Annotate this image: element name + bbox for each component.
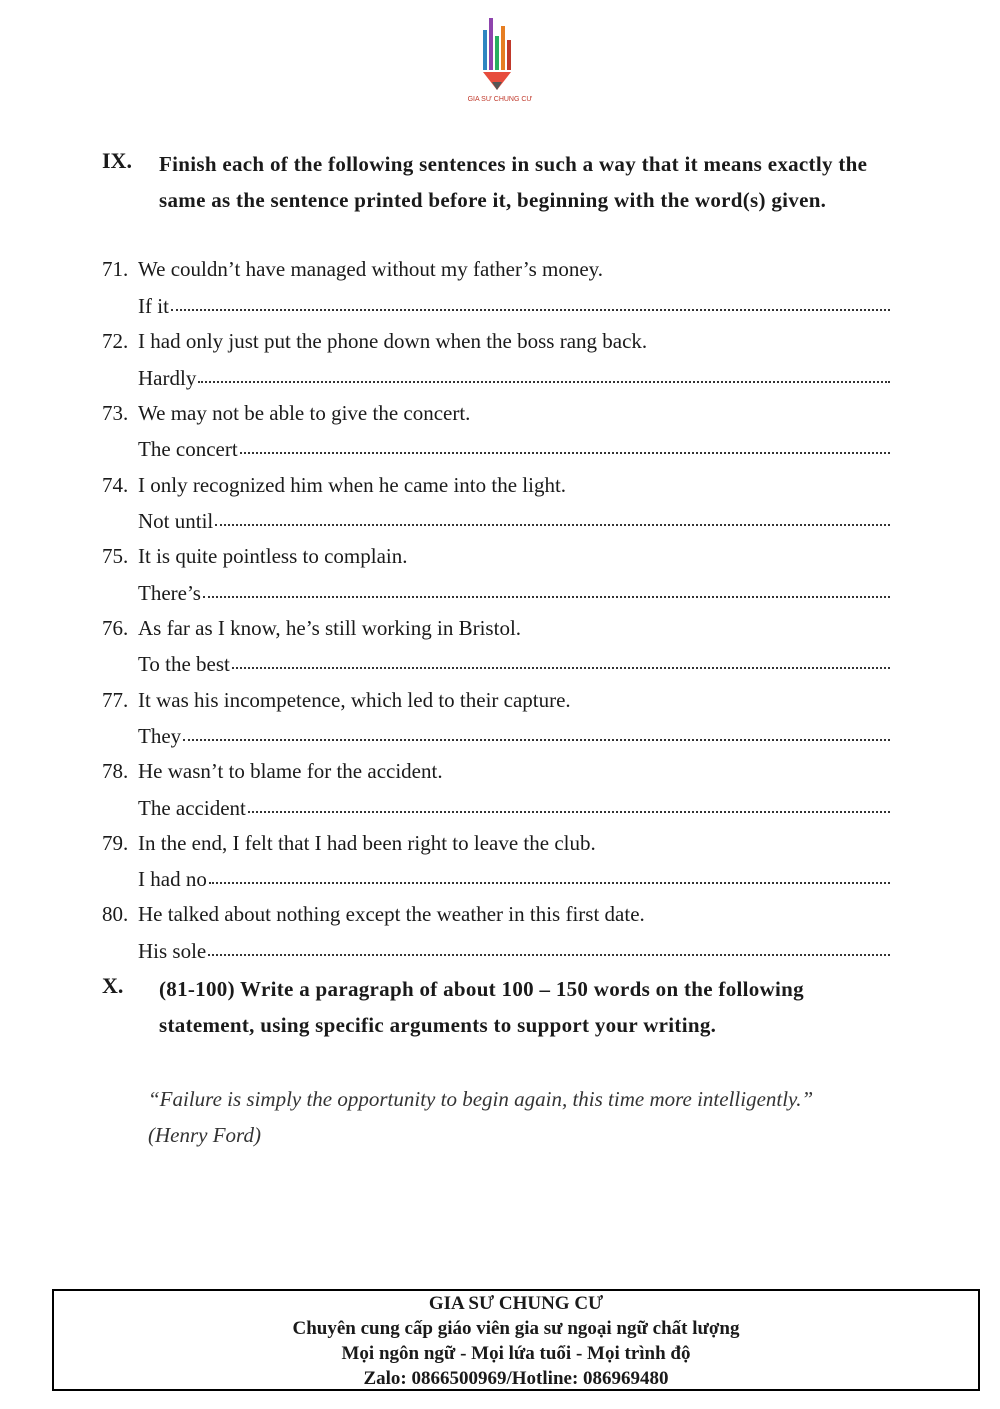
question-sentence [102, 544, 407, 569]
dotted-line [208, 952, 890, 956]
question-number: 76. [102, 616, 129, 640]
footer-tagline: Chuyên cung cấp giáo viên gia sư ngoại ngữ chất lượng [292, 1318, 740, 1339]
question-text: In the end, I felt that I had been right to leave the club. [138, 831, 596, 855]
answer-line[interactable] [138, 867, 890, 892]
logo-text: GIA SƯ CHUNG CƯ [467, 96, 533, 103]
question-sentence [102, 759, 443, 784]
question-text: He talked about nothing except the weather in this first date. [138, 902, 645, 926]
section-instruction: (81-100) Write a paragraph of about 100 – 150 words on the following statement, using specific arguments to support your writing. [159, 977, 804, 1037]
section-x [102, 971, 892, 1043]
answer-line[interactable] [138, 652, 890, 677]
question-sentence [102, 902, 645, 927]
question-text: I only recognized him when he came into the light. [138, 473, 567, 497]
dotted-line [198, 379, 890, 383]
question-number: 71. [102, 257, 129, 281]
answer-start: The concert [138, 437, 238, 461]
question-text: It is quite pointless to complain. [138, 544, 408, 568]
question-sentence [102, 688, 571, 713]
answer-start: The accident [138, 796, 246, 820]
question-number: 75. [102, 544, 129, 568]
footer-title: GIA SƯ CHUNG CƯ [428, 1293, 604, 1314]
section-instruction: Finish each of the following sentences in such a way that it means exactly the same as the sentence printed before it, beginning with the word(s) given. [159, 152, 868, 212]
answer-line[interactable] [138, 509, 890, 534]
question-sentence [102, 831, 596, 856]
section-number: X. [102, 973, 124, 998]
dotted-line [240, 450, 890, 454]
question-sentence [102, 616, 521, 641]
question-text: We couldn’t have managed without my father’s money. [138, 257, 604, 281]
question-sentence [102, 401, 470, 426]
answer-line[interactable] [138, 366, 890, 391]
answer-line[interactable] [138, 581, 890, 606]
question-text: He wasn’t to blame for the accident. [138, 759, 443, 783]
question-text: I had only just put the phone down when the boss rang back. [138, 329, 648, 353]
question-number: 80. [102, 902, 129, 926]
footer-contact: Zalo: 0866500969/Hotline: 086969480 [363, 1368, 669, 1389]
answer-line[interactable] [138, 724, 890, 749]
dotted-line [248, 809, 890, 813]
quote-text: “Failure is simply the opportunity to begin again, this time more intelligently.” (Henry Ford) [148, 1087, 814, 1147]
answer-start: Hardly [138, 366, 197, 390]
dotted-line [209, 880, 890, 884]
logo [445, 10, 555, 120]
dotted-line [232, 665, 890, 669]
question-number: 79. [102, 831, 129, 855]
answer-line[interactable] [138, 939, 890, 964]
question-text: We may not be able to give the concert. [138, 401, 471, 425]
dotted-line [183, 737, 890, 741]
footer-box [52, 1289, 980, 1391]
question-number: 74. [102, 473, 129, 497]
question-number: 72. [102, 329, 129, 353]
dotted-line [215, 522, 890, 526]
section-number: IX. [102, 148, 132, 173]
answer-start: If it [138, 294, 169, 318]
answer-start: I had no [138, 867, 207, 891]
answer-start: To the best [138, 652, 230, 676]
question-sentence [102, 473, 566, 498]
pencil-bars-icon [445, 10, 555, 100]
section-ix [102, 146, 892, 218]
question-number: 73. [102, 401, 129, 425]
answer-start: They [138, 724, 182, 748]
question-sentence [102, 257, 603, 282]
answer-start: There’s [138, 581, 201, 605]
answer-line[interactable] [138, 796, 890, 821]
answer-start: His sole [138, 939, 207, 963]
answer-line[interactable] [138, 437, 890, 462]
question-text: It was his incompetence, which led to their capture. [138, 688, 571, 712]
answer-start: Not until [138, 509, 214, 533]
question-sentence [102, 329, 647, 354]
question-number: 78. [102, 759, 129, 783]
question-text: As far as I know, he’s still working in Bristol. [138, 616, 522, 640]
question-number: 77. [102, 688, 129, 712]
footer-scope: Mọi ngôn ngữ - Mọi lứa tuổi - Mọi trình độ [341, 1343, 691, 1364]
dotted-line [203, 594, 890, 598]
answer-line[interactable] [138, 294, 890, 319]
dotted-line [171, 307, 890, 311]
